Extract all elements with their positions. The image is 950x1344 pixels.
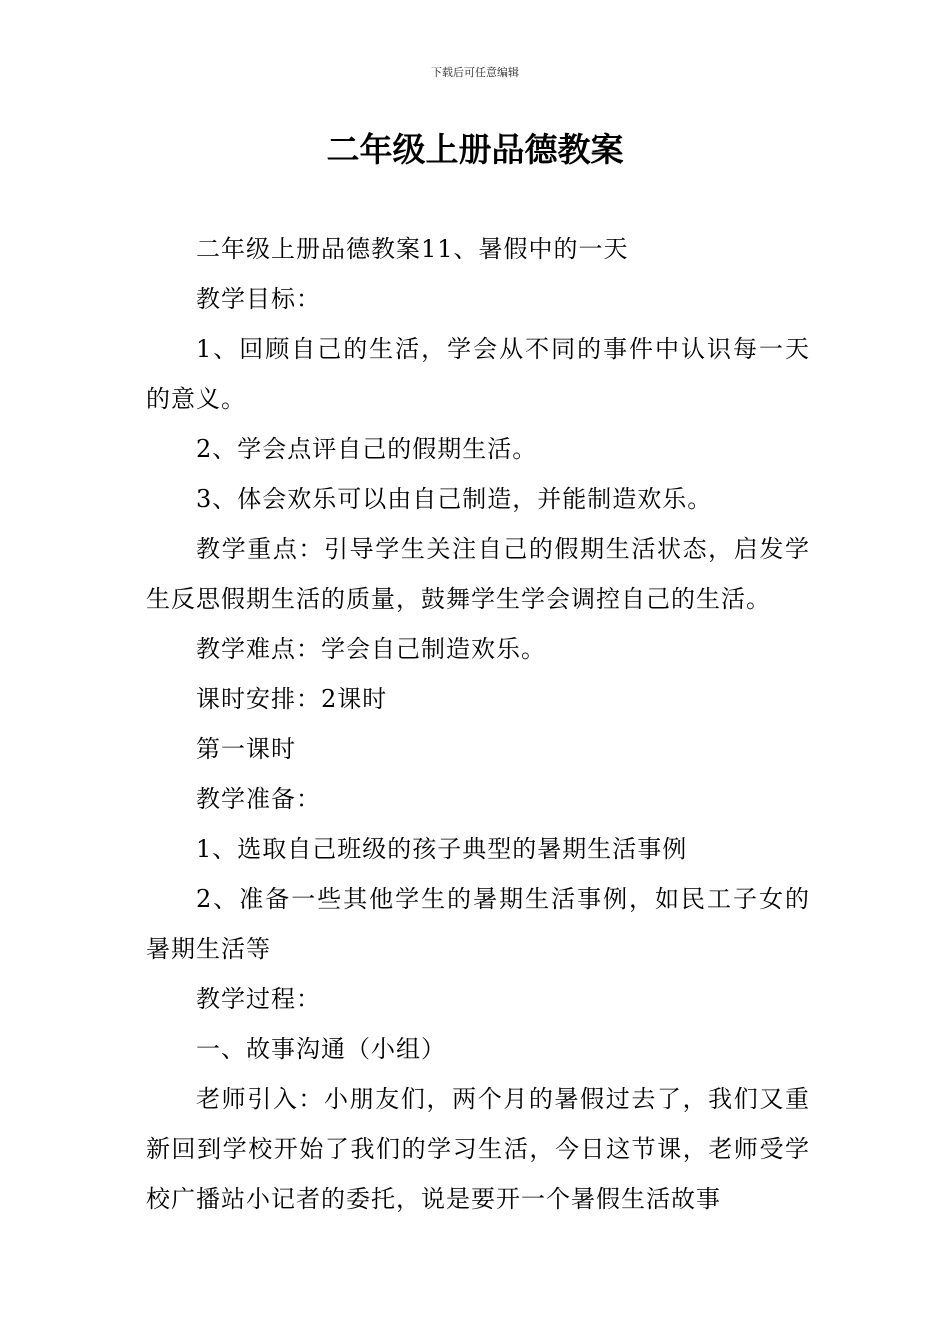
paragraph-process-label: 教学过程： bbox=[196, 985, 321, 1013]
paragraph-preparation-2: 2、准备一些其他学生的暑期生活事例，如民工子女的暑期生活等 bbox=[146, 885, 810, 963]
paragraph-objective-2: 2、学会点评自己的假期生活。 bbox=[196, 435, 538, 463]
paragraph-objectives-label: 教学目标： bbox=[196, 285, 321, 313]
paragraph-section-1: 一、故事沟通（小组） bbox=[196, 1035, 446, 1063]
paragraph-objective-3: 3、体会欢乐可以由自己制造，并能制造欢乐。 bbox=[196, 485, 713, 513]
paragraph-objective-1: 1、回顾自己的生活，学会从不同的事件中认识每一天的意义。 bbox=[146, 335, 810, 413]
paragraph-key-points: 教学重点：引导学生关注自己的假期生活状态，启发学生反思假期生活的质量，鼓舞学生学会调控自己的生活。 bbox=[146, 535, 810, 613]
paragraph-preparation-label: 教学准备： bbox=[196, 785, 321, 813]
paragraph-teacher-intro: 老师引入：小朋友们，两个月的暑假过去了，我们又重新回到学校开始了我们的学习生活，今日这节课，老师受学校广播站小记者的委托，说是要开一个暑假生活故事 bbox=[146, 1085, 810, 1213]
paragraph-preparation-1: 1、选取自己班级的孩子典型的暑期生活事例 bbox=[196, 835, 688, 863]
paragraph-lesson-heading: 二年级上册品德教案11、暑假中的一天 bbox=[196, 235, 629, 263]
paragraph-difficulties: 教学难点：学会自己制造欢乐。 bbox=[196, 635, 546, 663]
document-body bbox=[146, 224, 810, 1224]
paragraph-schedule: 课时安排：2课时 bbox=[196, 685, 388, 713]
document-title: 二年级上册品德教案 bbox=[326, 130, 624, 169]
paragraph-first-lesson: 第一课时 bbox=[196, 735, 296, 763]
header-note: 下载后可任意编辑 bbox=[431, 66, 519, 79]
